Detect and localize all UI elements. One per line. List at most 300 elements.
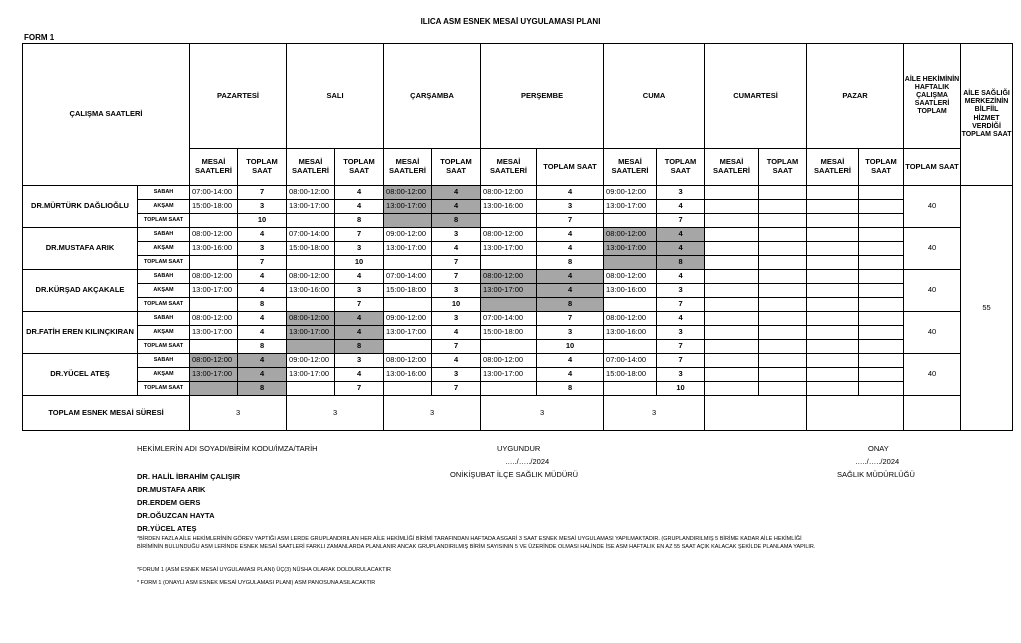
doctor-name: DR.MÜRTÜRK DAĞLIOĞLU (23, 186, 138, 228)
shift-hours: 7 (238, 186, 287, 200)
day-header: PAZAR (807, 44, 904, 149)
shift-time: 08:00-12:00 (604, 270, 657, 284)
shift-hours: 4 (335, 270, 384, 284)
weekly-toplam-header: TOPLAM SAAT (904, 149, 961, 186)
shift-hours: 7 (657, 354, 705, 368)
shift-time: 13:00-16:00 (287, 284, 335, 298)
shift-hours: 4 (238, 270, 287, 284)
table-row (23, 214, 1013, 228)
flex-total-empty (904, 396, 961, 431)
shift-hours: 3 (657, 284, 705, 298)
unit-total-header: AİLE SAĞLIĞI MERKEZİNİN BİLFİİL HİZMET VERDİĞİ TOPLAM SAAT (961, 44, 1013, 186)
shift-hours: 7 (432, 340, 481, 354)
page-title: ILICA ASM ESNEK MESAİ UYGULAMASI PLANI (420, 17, 601, 26)
shift-hours (759, 354, 807, 368)
shift-time: 09:00-12:00 (287, 354, 335, 368)
physician-name: DR.ERDEM GERS (137, 498, 201, 507)
shift-hours: 7 (537, 214, 604, 228)
toplam-header: TOPLAM SAAT (432, 149, 481, 186)
approval-label: UYGUNDUR (497, 444, 541, 453)
shift-time: 09:00-12:00 (384, 228, 432, 242)
table-row (23, 256, 1013, 270)
shift-time (190, 256, 238, 270)
working-hours-header: ÇALIŞMA SAATLERİ (23, 44, 190, 186)
note-2: *FORUM 1 (ASM ESNEK MESAİ UYGULAMASI PLANI) ÜÇ(3) NÜSHA OLARAK DOLDURULACAKTIR (137, 567, 391, 573)
onay-office: SAĞLIK MÜDÜRLÜĞÜ (837, 470, 915, 479)
shift-hours: 4 (432, 242, 481, 256)
table-row (23, 284, 1013, 298)
shift-hours (759, 340, 807, 354)
shift-time (807, 228, 859, 242)
table-row (23, 186, 1013, 200)
shift-time (705, 228, 759, 242)
shift-time (604, 340, 657, 354)
flex-total-value: 3 (287, 396, 384, 431)
shift-hours: 3 (432, 312, 481, 326)
shift-label: TOPLAM SAAT (138, 382, 190, 396)
onay-date: …../…../2024 (855, 457, 900, 466)
table-row (23, 368, 1013, 382)
shift-time (705, 200, 759, 214)
shift-time: 13:00-17:00 (190, 368, 238, 382)
shift-hours (759, 298, 807, 312)
physician-name: DR.OĞUZCAN HAYTA (137, 511, 215, 520)
shift-time: 07:00-14:00 (604, 354, 657, 368)
flex-total-label: TOPLAM ESNEK MESAİ SÜRESİ (23, 396, 190, 431)
shift-hours (859, 382, 904, 396)
shift-time (604, 256, 657, 270)
weekly-total: 40 (904, 354, 961, 396)
shift-hours: 4 (335, 312, 384, 326)
shift-hours: 3 (335, 284, 384, 298)
shift-hours: 10 (657, 382, 705, 396)
shift-time (807, 214, 859, 228)
shift-hours (759, 326, 807, 340)
shift-hours (859, 200, 904, 214)
shift-time: 07:00-14:00 (287, 228, 335, 242)
shift-hours: 7 (335, 382, 384, 396)
shift-time (481, 340, 537, 354)
shift-time (807, 340, 859, 354)
form-label: FORM 1 (24, 33, 55, 42)
shift-hours: 8 (238, 340, 287, 354)
shift-hours: 7 (432, 256, 481, 270)
shift-time: 08:00-12:00 (481, 354, 537, 368)
shift-time (604, 214, 657, 228)
shift-time: 08:00-12:00 (190, 270, 238, 284)
approval-date: …../…../2024 (505, 457, 550, 466)
shift-hours: 7 (238, 256, 287, 270)
day-header: PAZARTESİ (190, 44, 287, 149)
shift-time: 08:00-12:00 (384, 186, 432, 200)
shift-label: SABAH (138, 270, 190, 284)
shift-time: 09:00-12:00 (384, 312, 432, 326)
shift-time: 15:00-18:00 (287, 242, 335, 256)
flex-total-value: 3 (190, 396, 287, 431)
shift-time: 13:00-17:00 (481, 284, 537, 298)
shift-hours (859, 312, 904, 326)
day-header: CUMARTESİ (705, 44, 807, 149)
shift-label: AKŞAM (138, 368, 190, 382)
doctor-name: DR.FATİH EREN KILINÇKIRAN (23, 312, 138, 354)
unit-total: 55 (961, 186, 1013, 431)
shift-hours: 7 (432, 382, 481, 396)
shift-hours: 3 (335, 354, 384, 368)
shift-hours: 3 (335, 242, 384, 256)
shift-hours: 4 (537, 228, 604, 242)
table-row (23, 200, 1013, 214)
shift-hours: 4 (657, 312, 705, 326)
shift-label: SABAH (138, 186, 190, 200)
shift-hours: 3 (432, 368, 481, 382)
shift-time: 08:00-12:00 (287, 270, 335, 284)
shift-time: 13:00-17:00 (384, 326, 432, 340)
shift-time (190, 214, 238, 228)
shift-hours: 7 (335, 298, 384, 312)
shift-time (287, 340, 335, 354)
day-header: ÇARŞAMBA (384, 44, 481, 149)
shift-time (807, 368, 859, 382)
shift-time (705, 382, 759, 396)
shift-time (705, 186, 759, 200)
shift-hours (759, 382, 807, 396)
shift-hours: 8 (335, 340, 384, 354)
doctor-name: DR.MUSTAFA ARIK (23, 228, 138, 270)
shift-time: 09:00-12:00 (604, 186, 657, 200)
shift-hours: 4 (335, 186, 384, 200)
shift-hours: 8 (537, 256, 604, 270)
shift-time (705, 340, 759, 354)
shift-time: 08:00-12:00 (190, 312, 238, 326)
weekly-total: 40 (904, 186, 961, 228)
toplam-header: TOPLAM SAAT (859, 149, 904, 186)
shift-label: TOPLAM SAAT (138, 298, 190, 312)
weekly-total: 40 (904, 312, 961, 354)
shift-hours: 4 (335, 200, 384, 214)
flex-total-value: 3 (384, 396, 481, 431)
weekly-total: 40 (904, 270, 961, 312)
shift-hours: 3 (432, 284, 481, 298)
shift-time (190, 340, 238, 354)
shift-hours: 4 (657, 270, 705, 284)
shift-time: 13:00-16:00 (190, 242, 238, 256)
note-3: * FORM 1 (ONAYLI ASM ESNEK MESAİ UYGULAMASI PLANI) ASM PANOSUNA ASILACAKTIR (137, 580, 376, 586)
table-row (23, 228, 1013, 242)
mesai-header: MESAİ SAATLERİ (705, 149, 759, 186)
shift-label: SABAH (138, 354, 190, 368)
shift-time: 13:00-16:00 (384, 368, 432, 382)
shift-hours: 4 (238, 284, 287, 298)
shift-hours: 4 (537, 186, 604, 200)
mesai-header: MESAİ SAATLERİ (287, 149, 335, 186)
shift-time: 07:00-14:00 (481, 312, 537, 326)
shift-time (481, 298, 537, 312)
shift-hours (759, 242, 807, 256)
shift-time: 08:00-12:00 (604, 312, 657, 326)
shift-time: 08:00-12:00 (190, 228, 238, 242)
shift-time: 13:00-17:00 (287, 368, 335, 382)
shift-time (807, 200, 859, 214)
shift-time (705, 298, 759, 312)
shift-time (705, 326, 759, 340)
shift-time (705, 214, 759, 228)
mesai-header: MESAİ SAATLERİ (384, 149, 432, 186)
shift-time (384, 382, 432, 396)
shift-time: 07:00-14:00 (384, 270, 432, 284)
shift-hours: 7 (657, 214, 705, 228)
table-row (23, 312, 1013, 326)
shift-hours: 7 (657, 298, 705, 312)
table-row (23, 354, 1013, 368)
shift-hours: 3 (657, 326, 705, 340)
weekly-total-header: AİLE HEKİMİNİN HAFTALIK ÇALIŞMA SAATLERİ TOPLAM (904, 44, 961, 149)
day-header: SALI (287, 44, 384, 149)
weekly-total: 40 (904, 228, 961, 270)
shift-time (705, 368, 759, 382)
shift-time: 13:00-17:00 (481, 242, 537, 256)
shift-label: SABAH (138, 312, 190, 326)
mesai-header: MESAİ SAATLERİ (807, 149, 859, 186)
shift-time (807, 270, 859, 284)
shift-hours: 4 (335, 326, 384, 340)
shift-hours (859, 298, 904, 312)
shift-hours: 8 (537, 298, 604, 312)
schedule-table (22, 43, 1013, 431)
shift-hours (859, 214, 904, 228)
shift-hours (859, 354, 904, 368)
shift-hours (859, 368, 904, 382)
toplam-header: TOPLAM SAAT (759, 149, 807, 186)
physician-name: DR.MUSTAFA ARIK (137, 485, 206, 494)
shift-time: 15:00-18:00 (190, 200, 238, 214)
flex-total-value: 3 (481, 396, 604, 431)
shift-time: 08:00-12:00 (190, 354, 238, 368)
shift-time: 13:00-17:00 (604, 242, 657, 256)
shift-label: AKŞAM (138, 284, 190, 298)
shift-hours (759, 284, 807, 298)
shift-hours: 4 (238, 228, 287, 242)
shift-hours: 3 (432, 228, 481, 242)
flex-total-value (807, 396, 904, 431)
shift-time: 13:00-16:00 (604, 284, 657, 298)
shift-time: 13:00-17:00 (604, 200, 657, 214)
shift-time (190, 298, 238, 312)
shift-hours: 4 (432, 354, 481, 368)
shift-hours (859, 242, 904, 256)
shift-hours: 3 (657, 186, 705, 200)
table-row (23, 242, 1013, 256)
shift-hours (759, 312, 807, 326)
shift-label: AKŞAM (138, 242, 190, 256)
shift-hours: 4 (432, 326, 481, 340)
shift-hours: 4 (238, 368, 287, 382)
approval-office: ONİKİŞUBAT İLÇE SAĞLIK MÜDÜRÜ (450, 470, 579, 479)
shift-hours: 8 (432, 214, 481, 228)
note-1: *BİRDEN FAZLA AİLE HEKİMLERİNİN GÖREV YAPTIĞI ASM LERDE GRUPLANDIRILAN HER AİLE HEKİMLİĞİ BİRİMİ TARAFINDAN HAFTADA ASGARİ 3 SAAT ESNEK MESAİ UYGULAMASI YAPILMAKTADIR. (GRUPLANDIRILMIŞ 5 BİRİME KADAR AİLE HEKİMLİĞİ BİRİMİNİN BULUNDUĞU ASM LERİNDE ESNEK MESAİ SAATLERİ FARKLI ZAMANLARDA PLANLANIR ANCAK GRUPLANDIRILMIŞ BİRİM SAYISININ 5 VE ÜZERİNDE OLMASI HALİNDE İSE ASM HAFTALIK EN AZ 55 SAAT AÇIK KALACAK ŞEKİLDE PLANLAMA YAPILIR. (137, 536, 816, 550)
shift-hours: 4 (657, 228, 705, 242)
shift-hours (859, 340, 904, 354)
shift-time: 07:00-14:00 (190, 186, 238, 200)
shift-hours (759, 200, 807, 214)
shift-time: 13:00-17:00 (190, 326, 238, 340)
shift-hours (859, 256, 904, 270)
flex-total-value: 3 (604, 396, 705, 431)
shift-time (807, 354, 859, 368)
shift-time (807, 312, 859, 326)
shift-time (287, 382, 335, 396)
shift-hours: 3 (537, 200, 604, 214)
shift-hours: 4 (537, 368, 604, 382)
shift-time (481, 382, 537, 396)
shift-hours: 4 (238, 354, 287, 368)
shift-time: 13:00-17:00 (287, 200, 335, 214)
shift-hours: 3 (238, 200, 287, 214)
shift-label: TOPLAM SAAT (138, 256, 190, 270)
shift-time: 13:00-17:00 (384, 200, 432, 214)
shift-time (604, 298, 657, 312)
shift-time (384, 256, 432, 270)
shift-hours: 4 (238, 312, 287, 326)
doctor-name: DR.YÜCEL ATEŞ (23, 354, 138, 396)
shift-time: 13:00-17:00 (384, 242, 432, 256)
physician-name: DR.YÜCEL ATEŞ (137, 524, 197, 533)
physician-name: DR. HALİL İBRAHİM ÇALIŞIR (137, 472, 241, 481)
shift-time (807, 256, 859, 270)
shift-time (807, 284, 859, 298)
table-row (23, 340, 1013, 354)
shift-hours: 4 (238, 326, 287, 340)
shift-time (287, 256, 335, 270)
shift-hours: 3 (537, 326, 604, 340)
shift-time: 15:00-18:00 (384, 284, 432, 298)
shift-hours (759, 270, 807, 284)
shift-hours: 4 (537, 242, 604, 256)
shift-label: TOPLAM SAAT (138, 340, 190, 354)
shift-label: AKŞAM (138, 326, 190, 340)
shift-time (481, 256, 537, 270)
shift-hours: 3 (238, 242, 287, 256)
shift-time (705, 256, 759, 270)
shift-hours: 10 (432, 298, 481, 312)
shift-time (807, 186, 859, 200)
shift-time: 13:00-16:00 (481, 200, 537, 214)
shift-time (807, 298, 859, 312)
shift-hours: 4 (432, 200, 481, 214)
shift-hours: 4 (657, 200, 705, 214)
shift-hours (759, 228, 807, 242)
shift-time: 08:00-12:00 (287, 312, 335, 326)
physician-list (137, 470, 240, 535)
shift-time: 15:00-18:00 (604, 368, 657, 382)
shift-hours (759, 214, 807, 228)
table-row (23, 326, 1013, 340)
shift-hours (759, 186, 807, 200)
mesai-header: MESAİ SAATLERİ (481, 149, 537, 186)
day-header: CUMA (604, 44, 705, 149)
shift-time: 15:00-18:00 (481, 326, 537, 340)
doctor-name: DR.KÜRŞAD AKÇAKALE (23, 270, 138, 312)
shift-time: 08:00-12:00 (481, 228, 537, 242)
shift-hours (859, 270, 904, 284)
shift-time (807, 242, 859, 256)
shift-hours: 10 (238, 214, 287, 228)
shift-hours: 7 (537, 312, 604, 326)
shift-time (705, 242, 759, 256)
shift-hours: 4 (335, 368, 384, 382)
shift-hours: 7 (335, 228, 384, 242)
shift-time: 08:00-12:00 (287, 186, 335, 200)
flex-total-value (705, 396, 807, 431)
shift-time: 08:00-12:00 (481, 270, 537, 284)
toplam-header: TOPLAM SAAT (335, 149, 384, 186)
shift-time: 13:00-17:00 (481, 368, 537, 382)
shift-hours: 10 (335, 256, 384, 270)
shift-time (807, 326, 859, 340)
shift-time (384, 298, 432, 312)
shift-hours: 4 (537, 270, 604, 284)
shift-hours: 4 (537, 284, 604, 298)
shift-time: 08:00-12:00 (604, 228, 657, 242)
shift-hours: 4 (432, 186, 481, 200)
shift-hours (859, 228, 904, 242)
shift-time: 13:00-16:00 (604, 326, 657, 340)
shift-hours: 7 (432, 270, 481, 284)
toplam-header: TOPLAM SAAT (657, 149, 705, 186)
shift-hours: 7 (657, 340, 705, 354)
mesai-header: MESAİ SAATLERİ (190, 149, 238, 186)
shift-time (807, 382, 859, 396)
shift-time (190, 382, 238, 396)
day-header: PERŞEMBE (481, 44, 604, 149)
shift-label: TOPLAM SAAT (138, 214, 190, 228)
shift-time (705, 270, 759, 284)
shift-time (705, 354, 759, 368)
shift-time: 08:00-12:00 (384, 354, 432, 368)
shift-time (604, 382, 657, 396)
shift-time (384, 214, 432, 228)
shift-hours: 4 (537, 354, 604, 368)
shift-time (705, 284, 759, 298)
shift-time (287, 298, 335, 312)
shift-label: SABAH (138, 228, 190, 242)
shift-time (384, 340, 432, 354)
shift-time (287, 214, 335, 228)
flex-total-row (23, 396, 1013, 431)
table-row (23, 298, 1013, 312)
shift-hours: 3 (657, 368, 705, 382)
shift-hours (859, 186, 904, 200)
physicians-header: HEKİMLERİN ADI SOYADI/BİRİM KODU/İMZA/TARİH (137, 444, 318, 453)
shift-label: AKŞAM (138, 200, 190, 214)
shift-time: 13:00-17:00 (287, 326, 335, 340)
shift-hours: 8 (537, 382, 604, 396)
shift-hours: 8 (335, 214, 384, 228)
toplam-header: TOPLAM SAAT (238, 149, 287, 186)
shift-hours: 8 (657, 256, 705, 270)
shift-hours (859, 326, 904, 340)
shift-hours: 8 (238, 298, 287, 312)
shift-hours: 8 (238, 382, 287, 396)
shift-time: 13:00-17:00 (190, 284, 238, 298)
table-row (23, 270, 1013, 284)
toplam-header: TOPLAM SAAT (537, 149, 604, 186)
shift-hours (759, 368, 807, 382)
mesai-header: MESAİ SAATLERİ (604, 149, 657, 186)
shift-hours (759, 256, 807, 270)
shift-time (481, 214, 537, 228)
shift-hours: 10 (537, 340, 604, 354)
shift-hours: 4 (657, 242, 705, 256)
